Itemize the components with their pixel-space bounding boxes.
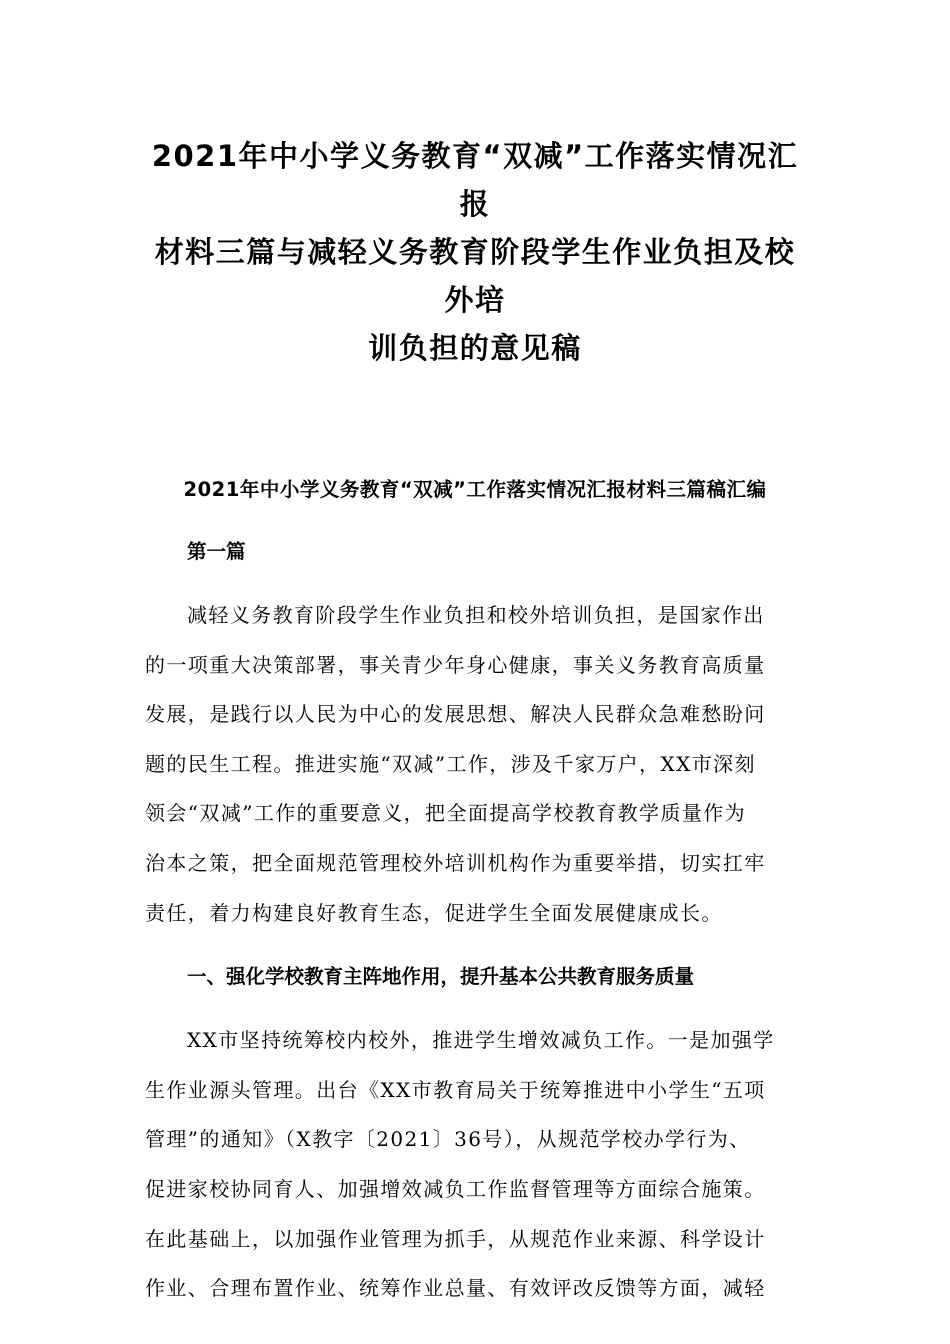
paragraph-line: 促进家校协同育人、加强增效减负工作监督管理等方面综合施策。 bbox=[145, 1176, 766, 1201]
paragraph-line: XX市坚持统筹校内校外，推进学生增效减负工作。一是加强学 bbox=[187, 1028, 775, 1053]
compilation-subtitle: 2021年中小学义务教育“双减”工作落实情况汇报材料三篇稿汇编 bbox=[183, 478, 767, 501]
part-label: 第一篇 bbox=[187, 540, 246, 563]
paragraph-intro bbox=[145, 591, 805, 938]
document-title-line: 训负担的意见稿 bbox=[368, 331, 582, 365]
paragraph-line: 在此基础上，以加强作业管理为抓手，从规范作业来源、科学设计 bbox=[145, 1226, 766, 1251]
paragraph-line: 领会“双减”工作的重要意义，把全面提高学校教育教学质量作为 bbox=[145, 801, 747, 826]
paragraph-line: 生作业源头管理。出台《XX市教育局关于统筹推进中小学生“五项 bbox=[145, 1077, 766, 1102]
paragraph-line: 作业、合理布置作业、统筹作业总量、有效评改反馈等方面，减轻 bbox=[145, 1276, 766, 1301]
document-title bbox=[145, 132, 805, 372]
document-title-line: 2021年中小学义务教育“双减”工作落实情况汇报 bbox=[151, 139, 799, 221]
paragraph-line: 减轻义务教育阶段学生作业负担和校外培训负担，是国家作出 bbox=[187, 603, 765, 627]
paragraph-section-one bbox=[145, 1016, 805, 1314]
paragraph-line: 题的民生工程。推进实施“双减”工作，涉及千家万户，XX市深刻 bbox=[145, 751, 756, 776]
paragraph-line: 责任，着力构建良好教育生态，促进学生全面发展健康成长。 bbox=[145, 900, 723, 925]
document-title-line: 材料三篇与减轻义务教育阶段学生作业负担及校外培 bbox=[154, 235, 796, 317]
section-heading: 一、强化学校教育主阵地作用，提升基本公共教育服务质量 bbox=[187, 965, 695, 989]
paragraph-line: 发展，是践行以人民为中心的发展思想、解决人民群众急难愁盼问 bbox=[145, 702, 766, 727]
paragraph-line: 治本之策，把全面规范管理校外培训机构作为重要举措，切实扛牢 bbox=[145, 850, 766, 875]
paragraph-line: 管理”的通知》（X教字〔2021〕36号），从规范学校办学行为、 bbox=[145, 1127, 751, 1152]
paragraph-line: 的一项重大决策部署，事关青少年身心健康，事关义务教育高质量 bbox=[145, 652, 766, 677]
